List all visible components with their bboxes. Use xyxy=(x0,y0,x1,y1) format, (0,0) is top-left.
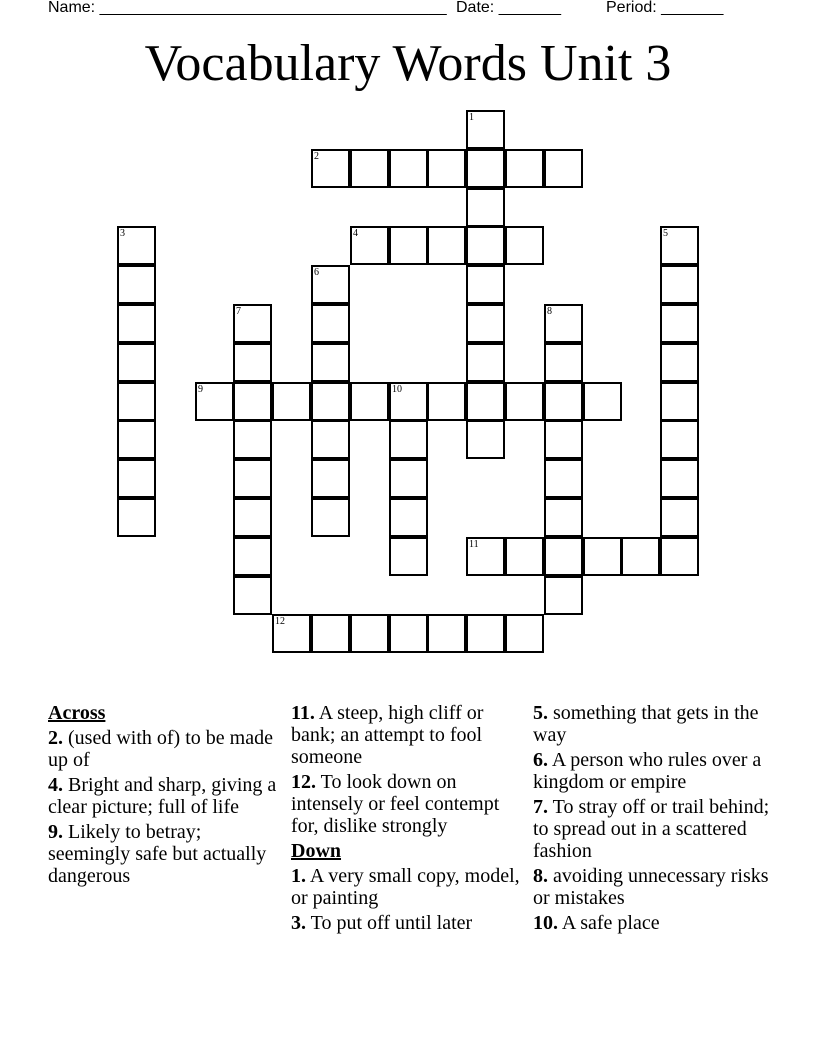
crossword-cell[interactable] xyxy=(233,459,272,498)
across-heading: Across xyxy=(48,702,106,724)
clues-column-1 xyxy=(48,702,284,890)
crossword-cell[interactable] xyxy=(427,614,466,653)
clues-section xyxy=(48,702,778,1002)
name-field-label: Name: _______________________________________ xyxy=(48,0,447,16)
crossword-cell[interactable] xyxy=(544,343,583,382)
crossword-cell[interactable] xyxy=(544,382,583,421)
crossword-cell[interactable] xyxy=(660,382,699,421)
down-heading: Down xyxy=(291,840,342,862)
clue-down-1: 1. A very small copy, model, or painting xyxy=(291,865,520,909)
crossword-cell[interactable] xyxy=(233,420,272,459)
crossword-cell[interactable] xyxy=(389,420,428,459)
crossword-cell[interactable] xyxy=(466,343,505,382)
crossword-cell[interactable] xyxy=(466,265,505,304)
clue-number-label: 2 xyxy=(314,151,319,162)
crossword-cell[interactable] xyxy=(466,420,505,459)
clues-column-2 xyxy=(291,702,527,937)
crossword-cell[interactable] xyxy=(389,537,428,576)
crossword-cell[interactable] xyxy=(117,343,156,382)
crossword-cell[interactable] xyxy=(350,382,389,421)
clue-down-10: 10. A safe place xyxy=(533,912,660,934)
clue-number-label: 5 xyxy=(663,228,668,239)
crossword-cell[interactable] xyxy=(660,420,699,459)
crossword-cell[interactable] xyxy=(660,304,699,343)
crossword-cell[interactable] xyxy=(389,226,428,265)
clue-number-label: 8 xyxy=(547,306,552,317)
crossword-cell[interactable] xyxy=(505,226,544,265)
clue-number-label: 6 xyxy=(314,267,319,278)
crossword-cell[interactable] xyxy=(233,382,272,421)
crossword-cell[interactable] xyxy=(466,110,505,149)
crossword-cell[interactable] xyxy=(311,343,350,382)
crossword-cell[interactable] xyxy=(389,459,428,498)
crossword-cell[interactable] xyxy=(505,149,544,188)
crossword-cell[interactable] xyxy=(350,149,389,188)
clue-number-label: 7 xyxy=(236,306,241,317)
crossword-cell[interactable] xyxy=(660,343,699,382)
crossword-cell[interactable] xyxy=(660,537,699,576)
crossword-cell[interactable] xyxy=(233,498,272,537)
crossword-cell[interactable] xyxy=(117,226,156,265)
crossword-cell[interactable] xyxy=(660,226,699,265)
clue-down-6: 6. A person who rules over a kingdom or empire xyxy=(533,749,762,793)
crossword-cell[interactable] xyxy=(117,265,156,304)
crossword-cell[interactable] xyxy=(505,382,544,421)
crossword-cell[interactable] xyxy=(311,265,350,304)
clue-number-label: 11 xyxy=(469,539,479,550)
clue-number-label: 4 xyxy=(353,228,358,239)
crossword-cell[interactable] xyxy=(427,382,466,421)
clue-across-9: 9. Likely to betray; seemingly safe but actually dangerous xyxy=(48,821,267,887)
crossword-cell[interactable] xyxy=(660,459,699,498)
crossword-cell[interactable] xyxy=(621,537,660,576)
crossword-cell[interactable] xyxy=(427,226,466,265)
crossword-cell[interactable] xyxy=(311,459,350,498)
crossword-cell[interactable] xyxy=(505,537,544,576)
crossword-cell[interactable] xyxy=(311,304,350,343)
crossword-cell[interactable] xyxy=(466,149,505,188)
clue-number-label: 1 xyxy=(469,112,474,123)
clue-across-11: 11. A steep, high cliff or bank; an attempt to fool someone xyxy=(291,702,484,768)
crossword-cell[interactable] xyxy=(544,537,583,576)
crossword-cell[interactable] xyxy=(117,382,156,421)
clue-number-label: 12 xyxy=(275,616,285,627)
clue-down-3: 3. To put off until later xyxy=(291,912,473,934)
crossword-cell[interactable] xyxy=(117,304,156,343)
clue-number-label: 9 xyxy=(198,384,203,395)
clue-across-12: 12. To look down on intensely or feel contempt for, dislike strongly xyxy=(291,771,500,837)
crossword-cell[interactable] xyxy=(466,614,505,653)
crossword-cell[interactable] xyxy=(660,265,699,304)
crossword-cell[interactable] xyxy=(466,537,505,576)
crossword-cell[interactable] xyxy=(544,576,583,615)
crossword-cell[interactable] xyxy=(466,382,505,421)
crossword-cell[interactable] xyxy=(311,498,350,537)
crossword-cell[interactable] xyxy=(311,420,350,459)
crossword-cell[interactable] xyxy=(311,149,350,188)
crossword-cell[interactable] xyxy=(272,382,311,421)
crossword-cell[interactable] xyxy=(544,304,583,343)
crossword-cell[interactable] xyxy=(311,614,350,653)
crossword-cell[interactable] xyxy=(466,188,505,227)
crossword-cell[interactable] xyxy=(233,576,272,615)
page-title: Vocabulary Words Unit 3 xyxy=(144,35,672,92)
crossword-cell[interactable] xyxy=(233,304,272,343)
clue-across-4: 4. Bright and sharp, giving a clear picture; full of life xyxy=(48,774,277,818)
crossword-cell[interactable] xyxy=(583,537,622,576)
crossword-cell[interactable] xyxy=(389,498,428,537)
clue-down-5: 5. something that gets in the way xyxy=(533,702,759,746)
crossword-cell[interactable] xyxy=(195,382,234,421)
clue-number-label: 3 xyxy=(120,228,125,239)
crossword-cell[interactable] xyxy=(505,614,544,653)
crossword-cell[interactable] xyxy=(427,149,466,188)
crossword-cell[interactable] xyxy=(117,459,156,498)
crossword-cell[interactable] xyxy=(350,226,389,265)
crossword-cell[interactable] xyxy=(544,459,583,498)
crossword-cell[interactable] xyxy=(311,382,350,421)
date-field-label: Date: _______ xyxy=(456,0,561,16)
crossword-cell[interactable] xyxy=(117,498,156,537)
crossword-cell[interactable] xyxy=(350,614,389,653)
crossword-cell[interactable] xyxy=(544,420,583,459)
clue-down-7: 7. To stray off or trail behind; to spread out in a scattered fashion xyxy=(533,796,770,862)
clues-column-3 xyxy=(533,702,778,937)
crossword-cell[interactable] xyxy=(466,304,505,343)
crossword-cell[interactable] xyxy=(389,614,428,653)
crossword-cell[interactable] xyxy=(544,149,583,188)
clue-number-label: 10 xyxy=(392,384,402,395)
crossword-cell[interactable] xyxy=(544,498,583,537)
crossword-cell[interactable] xyxy=(233,537,272,576)
crossword-cell[interactable] xyxy=(466,226,505,265)
crossword-cell[interactable] xyxy=(389,149,428,188)
crossword-cell[interactable] xyxy=(272,614,311,653)
crossword-cell[interactable] xyxy=(660,498,699,537)
crossword-cell[interactable] xyxy=(389,382,428,421)
period-field-label: Period: _______ xyxy=(606,0,724,16)
crossword-cell[interactable] xyxy=(233,343,272,382)
clue-across-2: 2. (used with of) to be made up of xyxy=(48,727,273,771)
crossword-cell[interactable] xyxy=(583,382,622,421)
crossword-cell[interactable] xyxy=(117,420,156,459)
clue-down-8: 8. avoiding unnecessary risks or mistakes xyxy=(533,865,769,909)
